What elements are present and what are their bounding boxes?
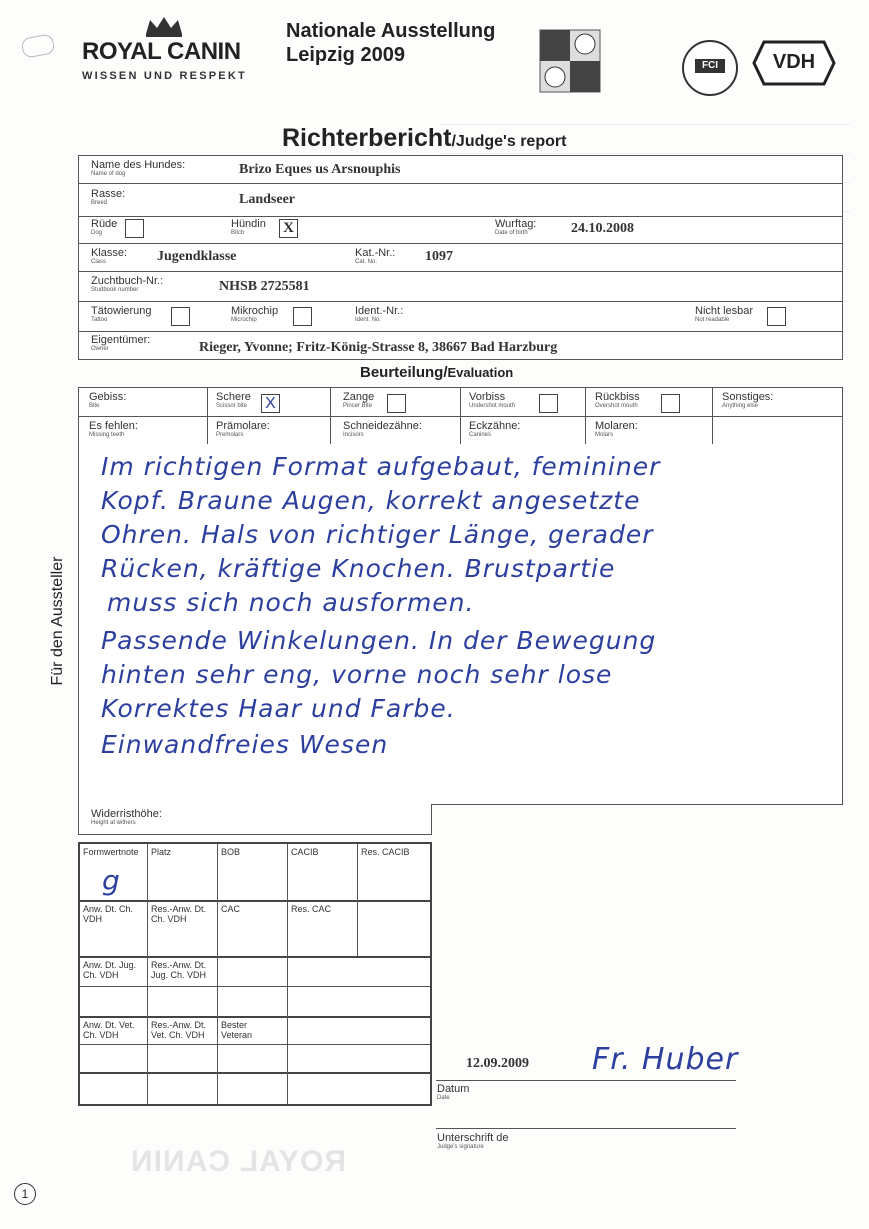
tattoo-label: Tätowierung Tattoo — [91, 305, 152, 323]
fci-logo — [682, 40, 738, 96]
height-label: Widerristhöhe: Height at withers — [91, 808, 162, 826]
grading-header-res-cacib: Res. CACIB — [361, 847, 410, 857]
chip-checkbox[interactable] — [293, 307, 312, 326]
ident-label: Ident.-Nr.: Ident. No. — [355, 305, 404, 323]
male-label: Rüde Dog — [91, 218, 118, 236]
breed-value: Landseer — [239, 192, 295, 207]
comment-line: Korrektes Haar und Farbe. — [101, 694, 456, 723]
comment-line: muss sich noch ausformen. — [107, 588, 475, 617]
evaluation-box — [78, 387, 843, 446]
date-label: Datum Date — [437, 1083, 470, 1101]
dog-name-value: Brizo Eques us Arsnouphis — [239, 162, 401, 177]
molars-label: Molaren: Molars — [595, 420, 638, 438]
scissor-label: Schere Scissor bite — [216, 391, 251, 409]
chip-label: Mikrochip Microchip — [231, 305, 279, 323]
premolars-label: Prämolare: Premolars — [216, 420, 270, 438]
fci-logo-text: FCI — [695, 59, 725, 73]
unreadable-checkbox[interactable] — [767, 307, 786, 326]
watermark-brand: ROYAL CANIN — [130, 1145, 347, 1178]
pincer-checkbox[interactable] — [387, 394, 406, 413]
grading-cell: Res. CAC — [291, 904, 332, 914]
event-title-line2: Leipzig 2009 — [286, 44, 405, 66]
grade-value: g — [102, 864, 121, 897]
dog-name-label: Name des Hundes: Name of dog — [91, 159, 186, 177]
comment-line: Im richtigen Format aufgebaut, femininer — [101, 452, 661, 481]
grading-cell: Anw. Dt. Vet. Ch. VDH — [83, 1020, 135, 1040]
overshot-label: Rückbiss Overshot mouth — [595, 391, 640, 409]
missing-label: Es fehlen: Missing teeth — [89, 420, 138, 438]
report-title-de: Richterbericht — [282, 124, 452, 152]
dog-info-box — [78, 155, 843, 360]
comment-line: Rücken, kräftige Knochen. Brustpartie — [101, 554, 616, 583]
comment-line: hinten sehr eng, vorne noch sehr lose — [101, 660, 613, 689]
vdh-logo — [752, 40, 836, 86]
grading-header-bob: BOB — [221, 847, 241, 857]
breed-label: Rasse: Breed — [91, 188, 126, 206]
vdh-logo-text: VDH — [772, 51, 816, 73]
studbook-label: Zuchtbuch-Nr.: Studbook number — [91, 275, 164, 293]
grading-cell: Anw. Dt. Jug. Ch. VDH — [83, 960, 137, 980]
undershot-label: Vorbiss Undershot mouth — [469, 391, 516, 409]
signature-label: Unterschrift de Judge's signature — [437, 1132, 509, 1150]
judge-signature: Fr. Huber — [592, 1042, 739, 1077]
crown-icon — [142, 14, 186, 38]
class-label: Klasse: Class — [91, 247, 128, 265]
comment-line: Einwandfreies Wesen — [101, 730, 389, 759]
doc-stamp-icon — [21, 33, 56, 58]
studbook-value: NHSB 2725581 — [219, 279, 310, 294]
bite-label: Gebiss: Bite — [89, 391, 127, 409]
female-check-mark: X — [283, 220, 294, 236]
overshot-checkbox[interactable] — [661, 394, 680, 413]
owner-label: Eigentümer: Owner — [91, 334, 151, 352]
pincer-label: Zange Pincer Bite — [343, 391, 375, 409]
dogs-illustration-icon — [530, 22, 610, 100]
event-title-line1: Nationale Ausstellung — [286, 20, 496, 42]
dob-label: Wurftag: Date of birth — [495, 218, 537, 236]
owner-value: Rieger, Yvonne; Fritz-König-Strasse 8, 38667 Bad Harzburg — [199, 340, 558, 355]
scissor-checkbox[interactable] — [261, 394, 280, 413]
tattoo-checkbox[interactable] — [171, 307, 190, 326]
grading-header-place: Platz — [151, 847, 172, 857]
grading-cell: Bester Veteran — [221, 1020, 253, 1040]
grading-header-cacib: CACIB — [291, 847, 319, 857]
grading-header-grade: Formwertnote — [83, 847, 139, 857]
female-checkbox[interactable] — [279, 219, 298, 238]
judging-date-value: 12.09.2009 — [466, 1056, 529, 1071]
page-number: 1 — [14, 1183, 36, 1205]
exhibitor-side-label: Für den Aussteller — [49, 556, 66, 686]
male-checkbox[interactable] — [125, 219, 144, 238]
height-box — [78, 804, 432, 835]
grading-cell: Res.-Anw. Dt. Jug. Ch. VDH — [151, 960, 207, 980]
evaluation-comment-box — [78, 444, 843, 805]
undershot-checkbox[interactable] — [539, 394, 558, 413]
grading-cell: CAC — [221, 904, 241, 914]
grading-table — [78, 842, 432, 1106]
report-title — [282, 124, 566, 153]
brand-tagline: WISSEN UND RESPEKT — [82, 70, 247, 82]
grading-cell: Res.-Anw. Dt. Ch. VDH — [151, 904, 207, 924]
canines-label: Eckzähne: Canines — [469, 420, 521, 438]
other-label: Sonstiges: Anything else — [722, 391, 774, 409]
grading-cell: Res.-Anw. Dt. Vet. Ch. VDH — [151, 1020, 207, 1040]
scissor-check-mark: X — [265, 395, 276, 412]
header — [0, 0, 869, 110]
comment-line: Kopf. Braune Augen, korrekt angesetzte — [101, 486, 641, 515]
brand-name: ROYAL CANIN — [82, 38, 241, 65]
unreadable-label: Nicht lesbar Not readable — [695, 305, 754, 323]
catno-value: 1097 — [425, 249, 453, 264]
comment-line: Passende Winkelungen. In der Bewegung — [101, 626, 657, 655]
grading-cell: Anw. Dt. Ch. VDH — [83, 904, 134, 924]
class-value: Jugendklasse — [157, 249, 237, 264]
dob-value: 24.10.2008 — [571, 221, 634, 236]
catno-label: Kat.-Nr.: Cat. No. — [355, 247, 396, 265]
incisors-label: Schneidezähne: Incisors — [343, 420, 422, 438]
comment-line: Ohren. Hals von richtiger Länge, gerader — [101, 520, 654, 549]
evaluation-title: Beurteilung/Evaluation — [360, 364, 514, 381]
report-title-en: /Judge's report — [451, 133, 567, 150]
female-label: Hündin Bitch — [231, 218, 266, 236]
